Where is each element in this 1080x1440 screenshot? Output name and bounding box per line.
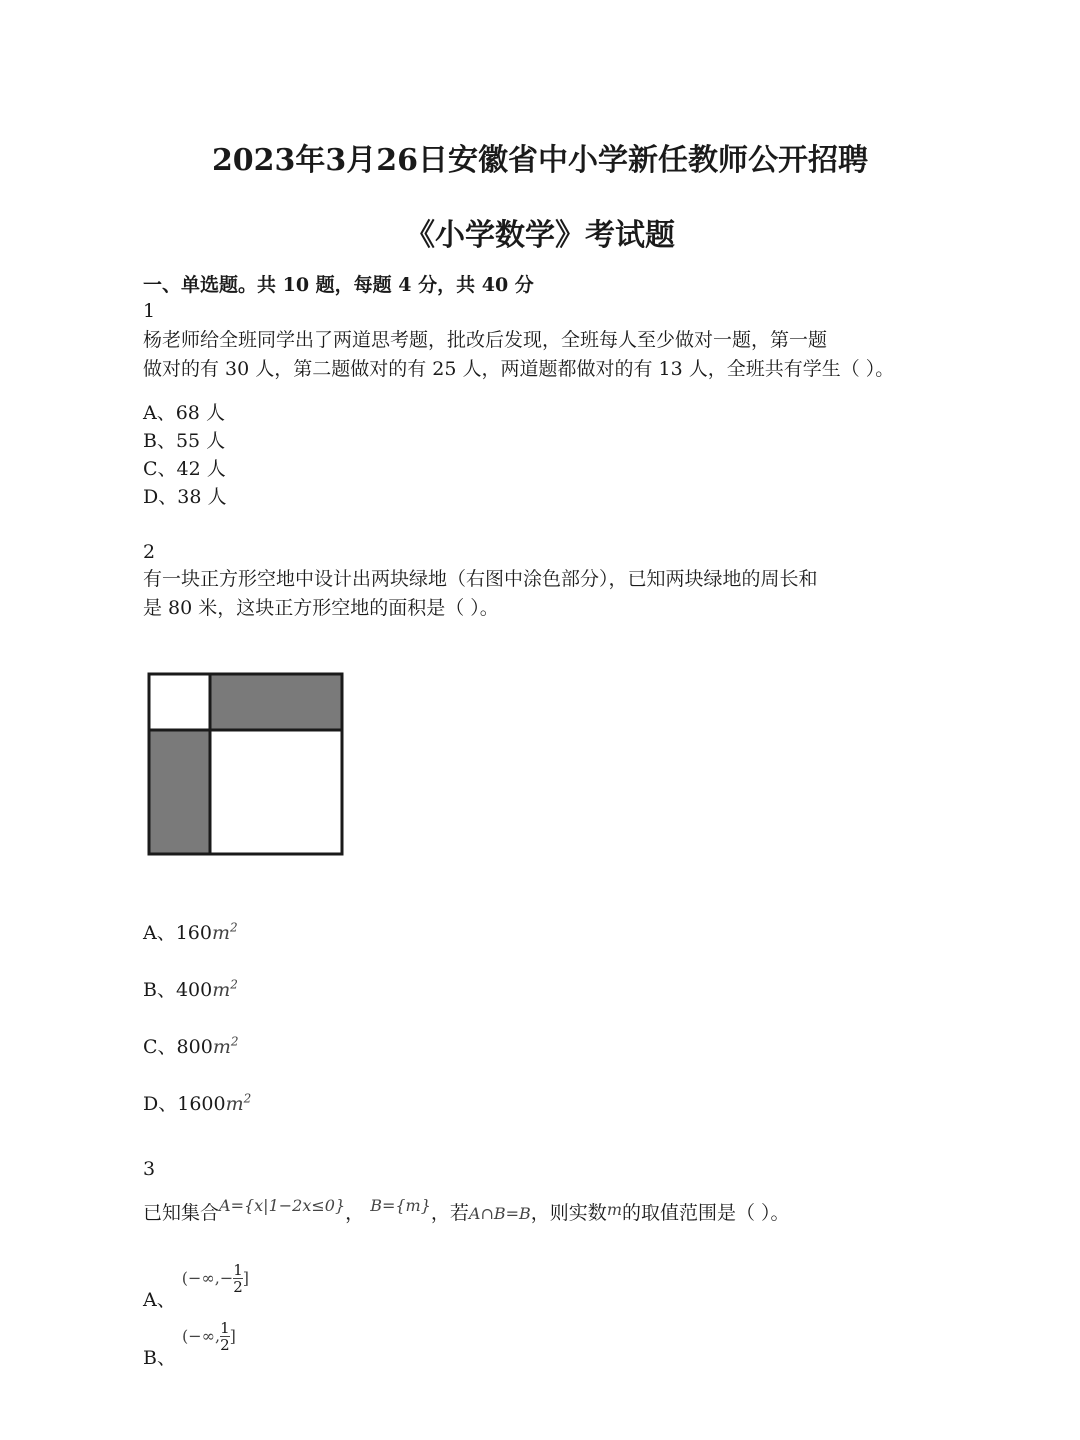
- intersection-condition: A∩B=B: [468, 1204, 531, 1223]
- square-garden-figure: [145, 670, 345, 858]
- green-plot-left: [149, 730, 210, 854]
- question-2-option-a: A、$160m^2$: [143, 920, 238, 944]
- section-heading: 一、单选题。共 10 题，每题 4 分，共 40 分: [143, 274, 534, 296]
- question-1-option-b: B、55 人: [143, 430, 226, 452]
- question-1-option-d: D、38 人: [143, 486, 227, 508]
- question-3-stem: 已知集合$^{A=\{x|1-2x\le 0\}}$， $^{B=\{m\}}$，若A∩B=B，则实数$^m$的取值范围是（ ）。: [143, 1196, 790, 1224]
- set-a-expression: A={x|1−2x≤0}: [219, 1196, 346, 1215]
- question-3-option-b: B、 ($-\infty,\frac{1}{2}$ ]: [143, 1319, 236, 1369]
- question-2-option-d: D、$1600m^2$: [143, 1091, 252, 1115]
- question-2-number: 2: [143, 541, 156, 563]
- page-title-line1: 2023年3月26日安徽省中小学新任教师公开招聘: [211, 143, 869, 178]
- question-1-number: 1: [143, 300, 156, 322]
- question-2-stem: [143, 565, 943, 623]
- question-3-number: 3: [143, 1158, 156, 1180]
- question-1-stem: [143, 326, 943, 384]
- question-1-option-a: A、68 人: [143, 402, 225, 424]
- fraction-one-half: $\frac{1}{2}$: [220, 1319, 230, 1354]
- question-2-stem-line2: 是 80 米，这块正方形空地的面积是（ ）。: [143, 597, 499, 619]
- question-1-stem-line2: 做对的有 30 人，第二题做对的有 25 人，两道题都做对的有 13 人，全班共有学生（ ）。: [143, 358, 895, 380]
- question-1-option-c: C、42 人: [143, 458, 226, 480]
- question-2-option-b: B、$400m^2$: [143, 977, 238, 1001]
- green-plot-top: [210, 674, 342, 730]
- question-2-stem-line1: 有一块正方形空地中设计出两块绿地（右图中涂色部分），已知两块绿地的周长和: [143, 568, 818, 590]
- question-2-option-c: C、$800m^2$: [143, 1034, 239, 1058]
- page-title-line2: 《小学数学》考试题: [405, 218, 675, 253]
- question-1-stem-line1: 杨老师给全班同学出了两道思考题，批改后发现，全班每人至少做对一题，第一题: [143, 329, 828, 351]
- question-3-option-a: A、 ($-\infty,-\frac{1}{2}$ ]: [143, 1261, 250, 1311]
- set-b-expression: B={m}: [370, 1196, 431, 1215]
- fraction-one-half: $\frac{1}{2}$: [233, 1261, 243, 1296]
